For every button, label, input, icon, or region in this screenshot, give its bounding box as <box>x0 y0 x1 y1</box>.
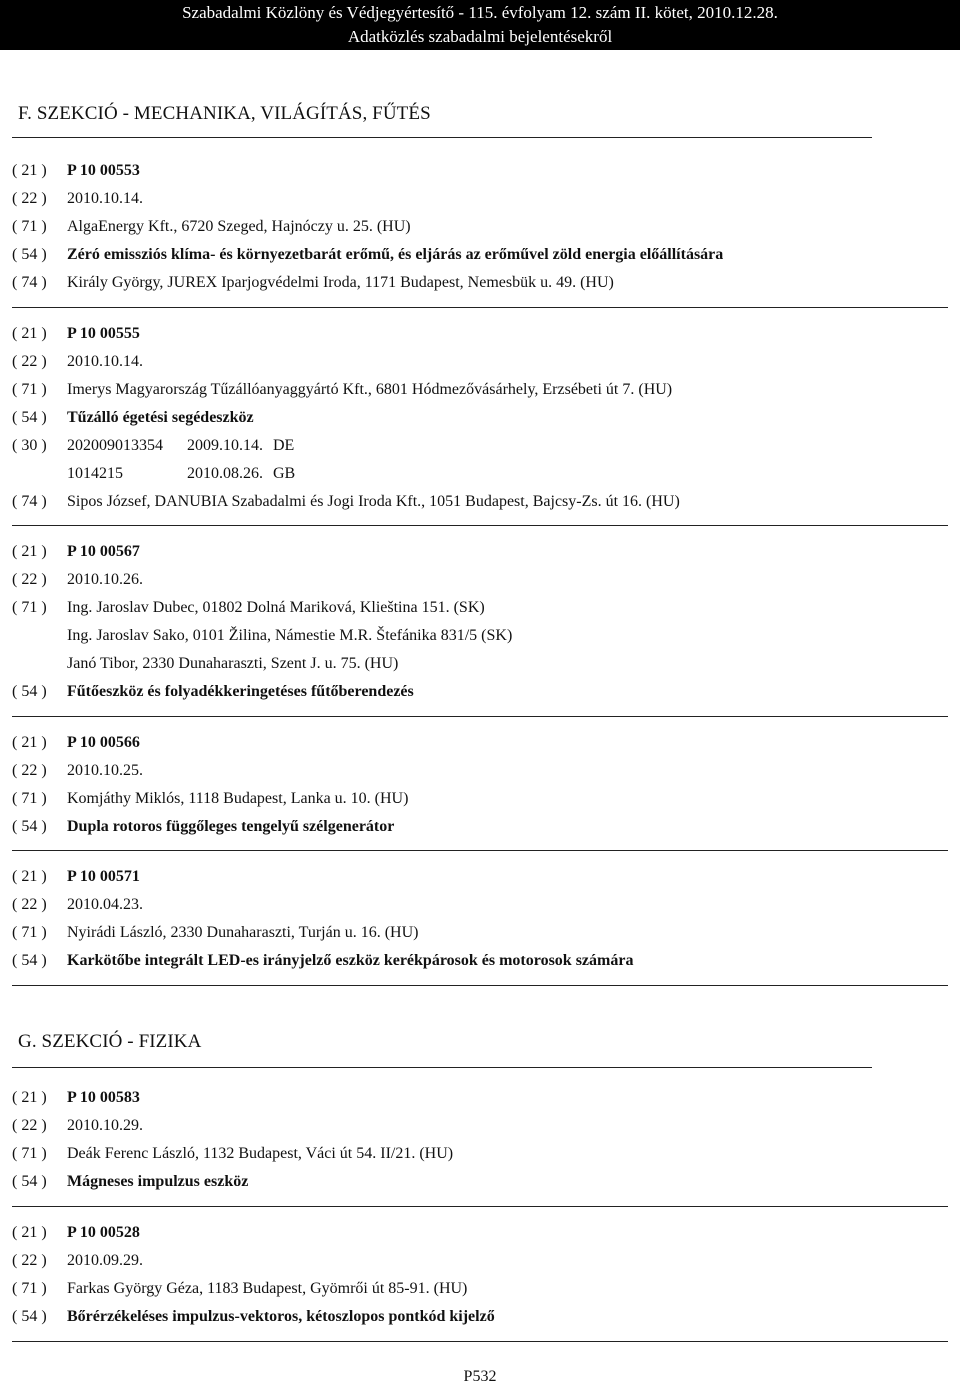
section-title-f: F. SZEKCIÓ - MECHANIKA, VILÁGÍTÁS, FŰTÉS <box>18 103 431 124</box>
applicant: Ing. Jaroslav Sako, 0101 Žilina, Námestie M.R. Štefánika 831/5 (SK) <box>67 627 513 644</box>
field-54: ( 54 ) Mágneses impulzus eszköz <box>12 1173 249 1190</box>
field-54: ( 54 ) Karkötőbe integrált LED-es irányjelző eszköz kerékpárosok és motorosok számára <box>12 952 634 969</box>
invention-title: Zéró emissziós klíma- és környezetbarát erőmű, és eljárás az erőművel zöld energia előállítására <box>67 246 724 263</box>
invention-title: Dupla rotoros függőleges tengelyű szélgenerátor <box>67 818 395 835</box>
entry-rule <box>12 1341 948 1342</box>
field-30-continued <box>67 464 295 484</box>
filing-date: 2010.10.14. <box>67 353 143 370</box>
filing-date: 2010.10.25. <box>67 762 143 779</box>
field-21: ( 21 ) P 10 00571 <box>12 868 140 885</box>
filing-date: 2010.09.29. <box>67 1252 143 1269</box>
priority-date: 2009.10.14. <box>187 437 263 454</box>
applicant: Imerys Magyarország Tűzállóanyaggyártó Kft., 6801 Hódmezővásárhely, Erzsébeti út 7. (HU) <box>67 381 673 398</box>
field-71: ( 71 ) AlgaEnergy Kft., 6720 Szeged, Hajnóczy u. 25. (HU) <box>12 218 411 235</box>
entry-rule <box>12 985 948 986</box>
representative: Király György, JUREX Iparjogvédelmi Iroda, 1171 Budapest, Nemesbük u. 49. (HU) <box>67 274 614 291</box>
field-22: ( 22 ) 2010.10.25. <box>12 762 143 779</box>
applicant: Nyirádi László, 2330 Dunaharaszti, Turján u. 16. (HU) <box>67 924 419 941</box>
field-71: ( 71 ) Farkas György Géza, 1183 Budapest, Gyömrői út 85-91. (HU) <box>12 1280 468 1297</box>
field-21: ( 21 ) P 10 00555 <box>12 325 140 342</box>
field-21: ( 21 ) P 10 00567 <box>12 543 140 560</box>
applicant: Janó Tibor, 2330 Dunaharaszti, Szent J. u. 75. (HU) <box>67 655 399 672</box>
field-22: ( 22 ) 2010.10.29. <box>12 1117 143 1134</box>
field-71: ( 71 ) Ing. Jaroslav Dubec, 01802 Dolná Mariková, Klieština 151. (SK) <box>12 599 485 616</box>
invention-title: Bőrérzékeléses impulzus-vektoros, kétoszlopos pontkód kijelző <box>67 1308 495 1325</box>
application-number: P 10 00566 <box>67 734 140 751</box>
invention-title: Tűzálló égetési segédeszköz <box>67 409 254 426</box>
entry-rule <box>12 307 948 308</box>
entry-rule <box>12 525 948 526</box>
invention-title: Karkötőbe integrált LED-es irányjelző eszköz kerékpárosok és motorosok számára <box>67 952 634 969</box>
field-22: ( 22 ) 2010.10.14. <box>12 190 143 207</box>
priority-country: DE <box>273 437 295 454</box>
filing-date: 2010.10.29. <box>67 1117 143 1134</box>
page-number: P532 <box>463 1368 497 1385</box>
field-71: ( 71 ) Nyirádi László, 2330 Dunaharaszti, Turján u. 16. (HU) <box>12 924 419 941</box>
field-22: ( 22 ) 2010.10.14. <box>12 353 143 370</box>
invention-title: Fűtőeszköz és folyadékkeringetéses fűtőberendezés <box>67 683 414 700</box>
field-71: ( 71 ) Imerys Magyarország Tűzállóanyaggyártó Kft., 6801 Hódmezővásárhely, Erzsébeti út 7. (HU) <box>12 381 673 398</box>
invention-title: Mágneses impulzus eszköz <box>67 1173 249 1190</box>
applicant: Farkas György Géza, 1183 Budapest, Gyömrői út 85-91. (HU) <box>67 1280 468 1297</box>
application-number: P 10 00571 <box>67 868 140 885</box>
filing-date: 2010.10.26. <box>67 571 143 588</box>
priority-number: 202009013354 <box>67 437 163 454</box>
section-rule <box>12 137 872 138</box>
field-74: ( 74 ) Sipos József, DANUBIA Szabadalmi és Jogi Iroda Kft., 1051 Budapest, Bajcsy-Zs. út 16. (HU) <box>12 493 680 510</box>
applicant: AlgaEnergy Kft., 6720 Szeged, Hajnóczy u. 25. (HU) <box>67 218 411 235</box>
priority-number: 1014215 <box>67 465 123 482</box>
field-54: ( 54 ) Fűtőeszköz és folyadékkeringetéses fűtőberendezés <box>12 683 414 700</box>
field-54: ( 54 ) Zéró emissziós klíma- és környezetbarát erőmű, és eljárás az erőművel zöld energia előállítására <box>12 246 724 263</box>
section-rule <box>12 1067 872 1068</box>
field-22: ( 22 ) 2010.09.29. <box>12 1252 143 1269</box>
filing-date: 2010.04.23. <box>67 896 143 913</box>
application-number: P 10 00553 <box>67 162 140 179</box>
application-number: P 10 00567 <box>67 543 140 560</box>
filing-date: 2010.10.14. <box>67 190 143 207</box>
priority-date: 2010.08.26. <box>187 465 263 482</box>
field-22: ( 22 ) 2010.04.23. <box>12 896 143 913</box>
section-title-g: G. SZEKCIÓ - FIZIKA <box>18 1031 202 1052</box>
field-21: ( 21 ) P 10 00566 <box>12 734 140 751</box>
field-22: ( 22 ) 2010.10.26. <box>12 571 143 588</box>
priority-country: GB <box>273 465 296 482</box>
field-71: ( 71 ) Komjáthy Miklós, 1118 Budapest, Lanka u. 10. (HU) <box>12 790 409 807</box>
page-header <box>0 0 960 50</box>
field-54: ( 54 ) Dupla rotoros függőleges tengelyű szélgenerátor <box>12 818 395 835</box>
applicant: Komjáthy Miklós, 1118 Budapest, Lanka u. 10. (HU) <box>67 790 409 807</box>
journal-title: Szabadalmi Közlöny és Védjegyértesítő - 115. évfolyam 12. szám II. kötet, 2010.12.28. <box>182 3 778 22</box>
applicant: Ing. Jaroslav Dubec, 01802 Dolná Mariková, Klieština 151. (SK) <box>67 599 485 616</box>
field-74: ( 74 ) Király György, JUREX Iparjogvédelmi Iroda, 1171 Budapest, Nemesbük u. 49. (HU) <box>12 274 614 291</box>
journal-subtitle: Adatközlés szabadalmi bejelentésekről <box>347 27 613 46</box>
representative: Sipos József, DANUBIA Szabadalmi és Jogi Iroda Kft., 1051 Budapest, Bajcsy-Zs. út 16. (HU) <box>67 493 680 510</box>
applicant: Deák Ferenc László, 1132 Budapest, Váci út 54. II/21. (HU) <box>67 1145 454 1162</box>
field-21: ( 21 ) P 10 00528 <box>12 1224 140 1241</box>
application-number: P 10 00528 <box>67 1224 140 1241</box>
field-30: ( 30 ) 202009013354 2009.10.14. DE <box>12 437 295 454</box>
application-number: P 10 00583 <box>67 1089 140 1106</box>
field-54: ( 54 ) Tűzálló égetési segédeszköz <box>12 409 254 426</box>
entry-rule <box>12 716 948 717</box>
entry-rule <box>12 1206 948 1207</box>
field-21: ( 21 ) P 10 00553 <box>12 162 140 179</box>
field-71: ( 71 ) Deák Ferenc László, 1132 Budapest, Váci út 54. II/21. (HU) <box>12 1145 454 1162</box>
field-54: ( 54 ) Bőrérzékeléses impulzus-vektoros, kétoszlopos pontkód kijelző <box>12 1308 495 1325</box>
field-21: ( 21 ) P 10 00583 <box>12 1089 140 1106</box>
application-number: P 10 00555 <box>67 325 140 342</box>
entry-rule <box>12 850 948 851</box>
